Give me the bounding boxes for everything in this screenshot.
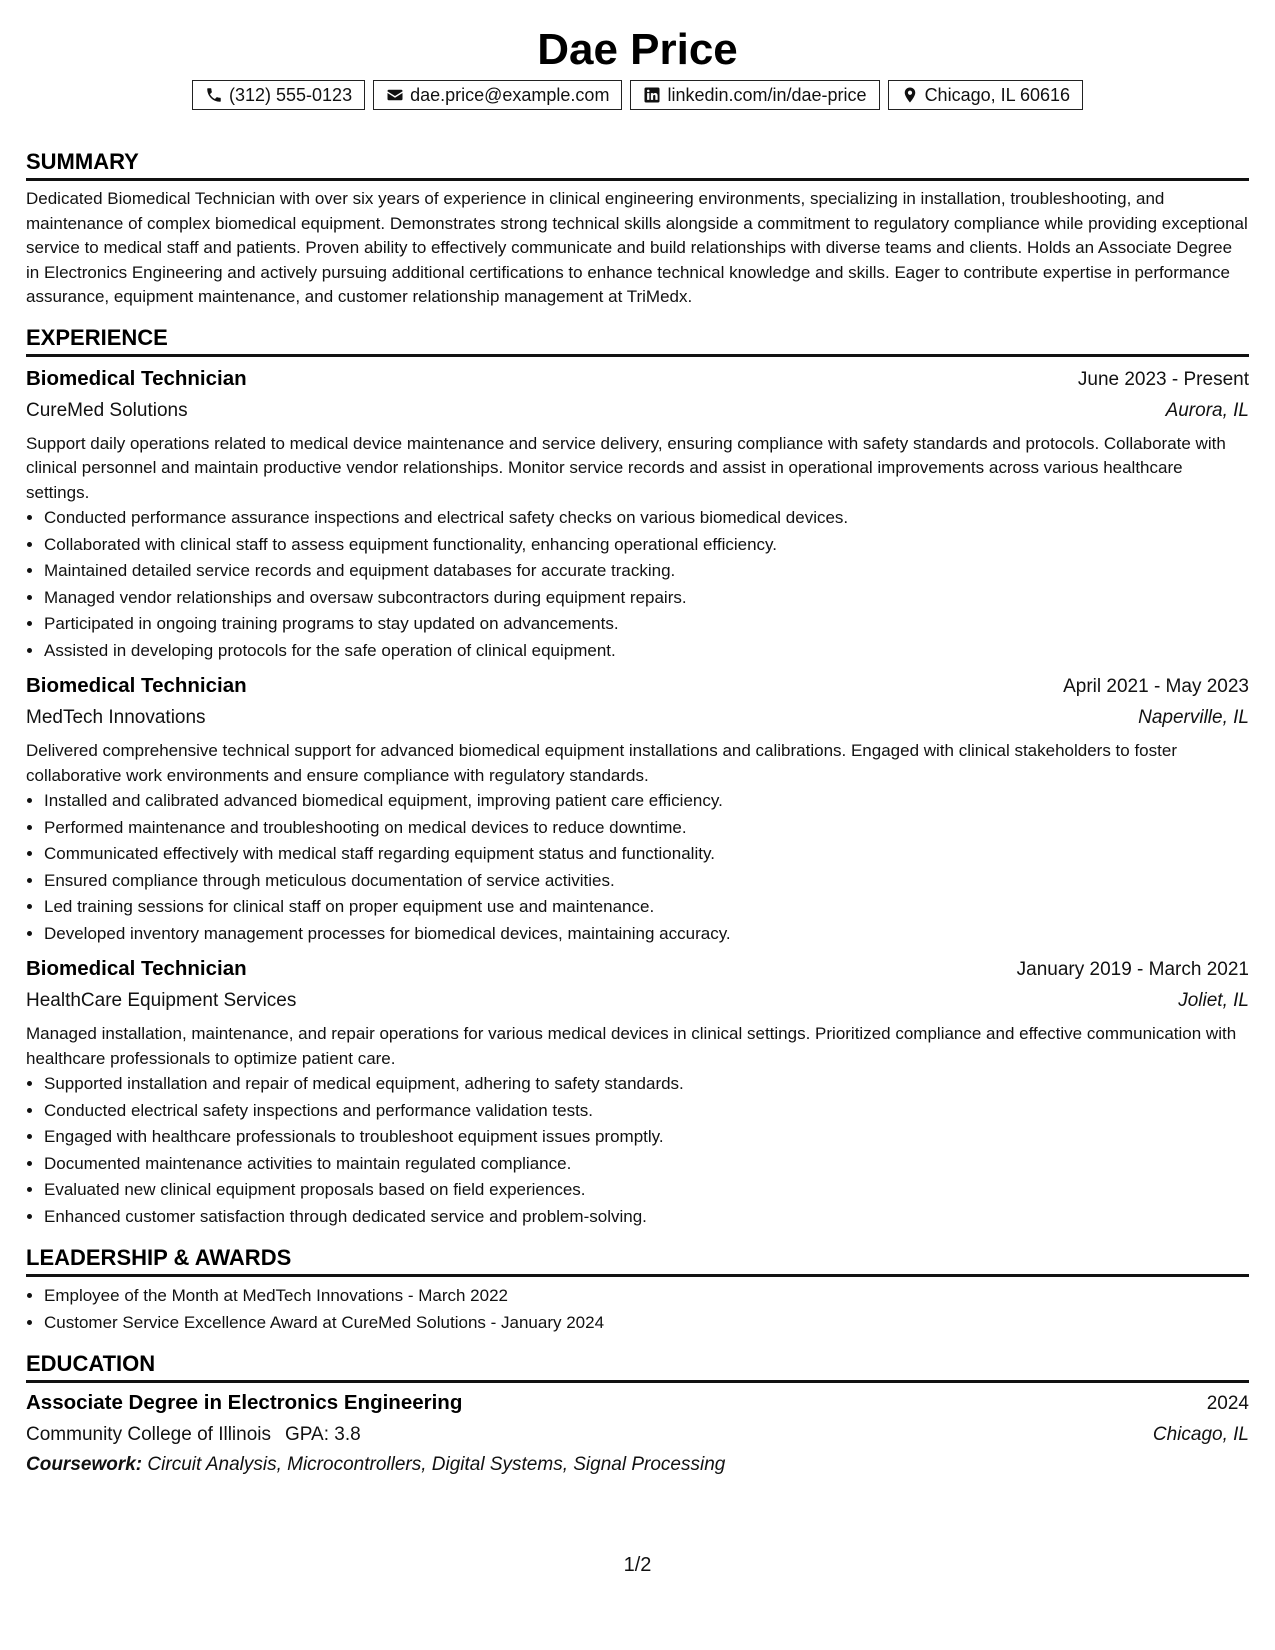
list-item: • Participated in ongoing training programs to stay updated on advancements. <box>44 611 1249 638</box>
awards-section <box>26 1244 1249 1336</box>
job-bullets <box>26 1071 1249 1230</box>
linkedin-icon <box>643 86 661 104</box>
company-name: CureMed Solutions <box>26 399 188 421</box>
job-dates: January 2019 - March 2021 <box>1016 959 1249 980</box>
company-name: MedTech Innovations <box>26 707 206 728</box>
list-item: • Conducted electrical safety inspections and performance validation tests. <box>44 1098 1249 1125</box>
section-title: EXPERIENCE <box>26 324 1249 357</box>
coursework <box>26 1450 1249 1480</box>
graduation-year: 2024 <box>1206 1393 1249 1414</box>
gpa: GPA: 3.8 <box>285 1424 361 1445</box>
map-pin-icon <box>901 86 919 104</box>
job-location: Joliet, IL <box>1178 990 1249 1011</box>
section-title: SUMMARY <box>26 148 1249 181</box>
summary-text: Dedicated Biomedical Technician with over six years of experience in clinical engineering environments, specializing in installation, troubleshooting, and maintenance of complex biomedical equipment. Demonstrates strong technical skills alongside a commitment to regulatory compliance while providing exceptional service to medical staff and patients. Proven ability to effectively communicate and build relationships with diverse teams and clients. Holds an Associate Degree in Electronics Engineering and actively pursuing additional certifications to enhance technical knowledge and skills. Eager to contribute expertise in performance assurance, equipment maintenance, and customer relationship management at TriMedx. <box>26 189 1248 306</box>
list-item: • Managed vendor relationships and oversaw subcontractors during equipment repairs. <box>44 585 1249 612</box>
candidate-name: Dae Price <box>537 25 738 74</box>
list-item: • Employee of the Month at MedTech Innovations - March 2022 <box>44 1283 1249 1310</box>
education-section <box>26 1350 1249 1480</box>
phone-icon <box>205 86 223 104</box>
section-title: LEADERSHIP & AWARDS <box>26 1244 1249 1277</box>
job-dates: June 2023 - Present <box>1077 368 1249 390</box>
resume-page <box>26 0 1249 1480</box>
school-location: Chicago, IL <box>1152 1424 1249 1445</box>
list-item: • Customer Service Excellence Award at CureMed Solutions - January 2024 <box>44 1310 1249 1337</box>
envelope-icon <box>386 86 404 104</box>
coursework-label: Coursework: <box>26 1454 143 1475</box>
location-text: Chicago, IL 60616 <box>924 84 1071 105</box>
job-title: Biomedical Technician <box>26 957 247 980</box>
list-item: • Collaborated with clinical staff to assess equipment functionality, enhancing operational efficiency. <box>44 532 1249 559</box>
job-description: Delivered comprehensive technical support for advanced biomedical equipment installations and calibrations. Engaged with clinical stakeholders to foster collaborative work environments and ensure compliance with regulatory standards. <box>26 741 1177 785</box>
list-item: • Performed maintenance and troubleshooting on medical devices to reduce downtime. <box>44 815 1249 842</box>
list-item: • Engaged with healthcare professionals to troubleshoot equipment issues promptly. <box>44 1124 1249 1151</box>
contact-linkedin[interactable] <box>630 80 879 110</box>
contact-phone <box>192 80 365 110</box>
job-bullets <box>26 788 1249 947</box>
job-description: Support daily operations related to medical device maintenance and service delivery, ensuring compliance with safety standards and protocols. Collaborate with clinical personnel and maintain productive vendor relationships. Monitor service records and assist in operational improvements across various healthcare settings. <box>26 433 1226 502</box>
awards-list <box>26 1283 1249 1336</box>
section-title: EDUCATION <box>26 1350 1249 1383</box>
job-location: Naperville, IL <box>1138 707 1249 728</box>
list-item: • Enhanced customer satisfaction through dedicated service and problem-solving. <box>44 1204 1249 1231</box>
list-item: • Installed and calibrated advanced biomedical equipment, improving patient care efficiency. <box>44 788 1249 815</box>
contact-bar <box>26 80 1249 110</box>
list-item: • Evaluated new clinical equipment proposals based on field experiences. <box>44 1177 1249 1204</box>
coursework-list: Circuit Analysis, Microcontrollers, Digital Systems, Signal Processing <box>147 1454 726 1475</box>
job-dates: April 2021 - May 2023 <box>1063 676 1249 697</box>
list-item: • Conducted performance assurance inspections and electrical safety checks on various biomedical devices. <box>44 505 1249 532</box>
list-item: • Ensured compliance through meticulous documentation of service activities. <box>44 868 1249 895</box>
list-item: • Led training sessions for clinical staff on proper equipment use and maintenance. <box>44 894 1249 921</box>
job-description: Managed installation, maintenance, and repair operations for various medical devices in clinical settings. Prioritized compliance and effective communication with healthcare professionals to optimize patient care. <box>26 1024 1237 1068</box>
job-location: Aurora, IL <box>1165 399 1249 421</box>
contact-email[interactable] <box>373 80 622 110</box>
job-entry <box>26 363 1249 665</box>
list-item: • Maintained detailed service records and equipment databases for accurate tracking. <box>44 558 1249 585</box>
page-number: 1/2 <box>623 1554 652 1576</box>
list-item: • Assisted in developing protocols for the safe operation of clinical equipment. <box>44 638 1249 665</box>
list-item: • Developed inventory management processes for biomedical devices, maintaining accuracy. <box>44 921 1249 948</box>
job-entry <box>26 670 1249 947</box>
job-title: Biomedical Technician <box>26 366 247 390</box>
degree-title: Associate Degree in Electronics Engineering <box>26 1391 463 1414</box>
job-entry <box>26 953 1249 1230</box>
summary-section <box>26 148 1249 310</box>
company-name: HealthCare Equipment Services <box>26 990 297 1011</box>
list-item: • Documented maintenance activities to maintain regulated compliance. <box>44 1151 1249 1178</box>
linkedin-text: linkedin.com/in/dae-price <box>667 84 867 105</box>
job-title: Biomedical Technician <box>26 674 247 697</box>
phone-text: (312) 555-0123 <box>228 84 353 105</box>
email-text: dae.price@example.com <box>410 84 610 105</box>
experience-section <box>26 324 1249 1231</box>
job-bullets <box>26 505 1249 664</box>
list-item: • Communicated effectively with medical staff regarding equipment status and functionality. <box>44 841 1249 868</box>
school-name: Community College of Illinois <box>26 1424 271 1445</box>
contact-location <box>888 80 1083 110</box>
list-item: • Supported installation and repair of medical equipment, adhering to safety standards. <box>44 1071 1249 1098</box>
